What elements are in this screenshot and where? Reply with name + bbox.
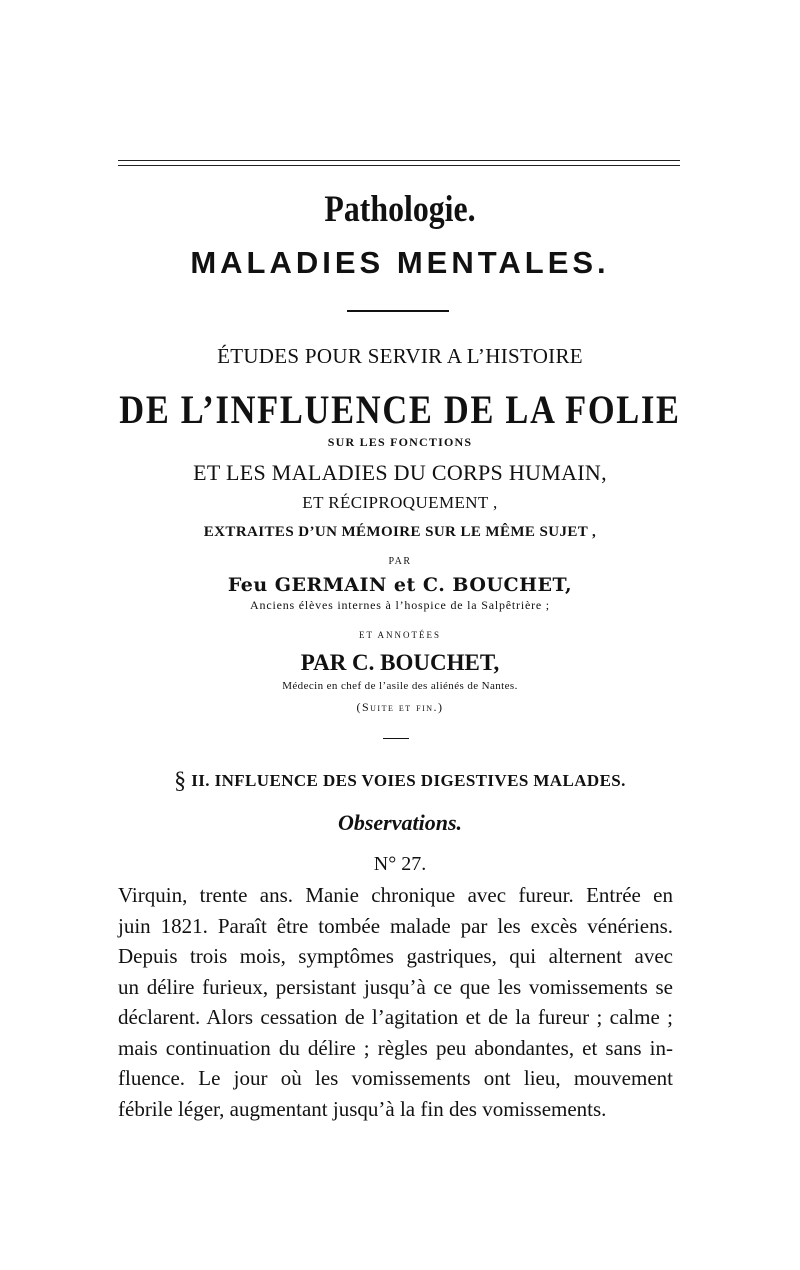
body-line: un délire furieux, persistant jusqu’à ce que les vomissements se <box>118 974 673 999</box>
body-line: mais continuation du délire ; règles peu abondantes, et sans in- <box>118 1035 673 1060</box>
category-title: Pathologie. <box>324 189 476 230</box>
section-heading <box>0 768 800 795</box>
section-symbol: § <box>174 768 187 794</box>
article-par: PAR <box>388 556 412 567</box>
body-paragraph <box>118 880 673 1124</box>
body-line: fébrile léger, augmentant jusqu’à la fin des vomissements. <box>118 1096 607 1121</box>
article-annotees: ET ANNOTÉES <box>358 630 442 640</box>
article-title-intro: ÉTUDES POUR SERVIR A L’HISTOIRE <box>217 344 583 368</box>
separator-rule <box>347 310 449 312</box>
body-line: déclarent. Alors cessation de l’agitation et de la fureur ; calme ; <box>118 1005 673 1029</box>
section-subheading: Observations. <box>337 810 463 835</box>
article-authors: Feu GERMAIN et C. BOUCHET, <box>227 574 573 596</box>
article-annotator: PAR C. BOUCHET, <box>300 650 500 675</box>
article-annotator-role: Médecin en chef de l’asile des aliénés de Nantes. <box>282 680 518 692</box>
article-title-sur: SUR LES FONCTIONS <box>327 435 473 449</box>
body-line: juin 1821. Paraît être tombée malade par les excès vénériens. <box>118 913 673 938</box>
article-extraites: EXTRAITES D’UN MÉMOIRE SUR LE MÊME SUJET , <box>203 524 597 540</box>
article-suite-note: (Suite et fin.) <box>356 700 444 714</box>
article-authors-role: Anciens élèves internes à l’hospice de la Salpêtrière ; <box>250 598 550 612</box>
separator-rule-small <box>383 738 409 739</box>
body-line: Depuis trois mois, symptômes gastriques, qui alternent avec <box>118 944 673 968</box>
article-title-reciproquement: ET RÉCIPROQUEMENT , <box>302 493 498 512</box>
article-title-maladies: ET LES MALADIES DU CORPS HUMAIN, <box>193 460 607 485</box>
subcategory-title: MALADIES MENTALES. <box>190 245 610 280</box>
body-line: fluence. Le jour où les vomissements ont lieu, mouvement <box>118 1066 673 1090</box>
section-heading-text: II. INFLUENCE DES VOIES DIGESTIVES MALADES. <box>191 771 626 790</box>
observation-number: N° 27. <box>373 853 427 875</box>
header-double-rule <box>118 160 680 166</box>
article-title-main: DE L’INFLUENCE DE LA FOLIE <box>119 387 681 432</box>
body-line: Virquin, trente ans. Manie chronique avec fureur. Entrée en <box>118 883 673 907</box>
